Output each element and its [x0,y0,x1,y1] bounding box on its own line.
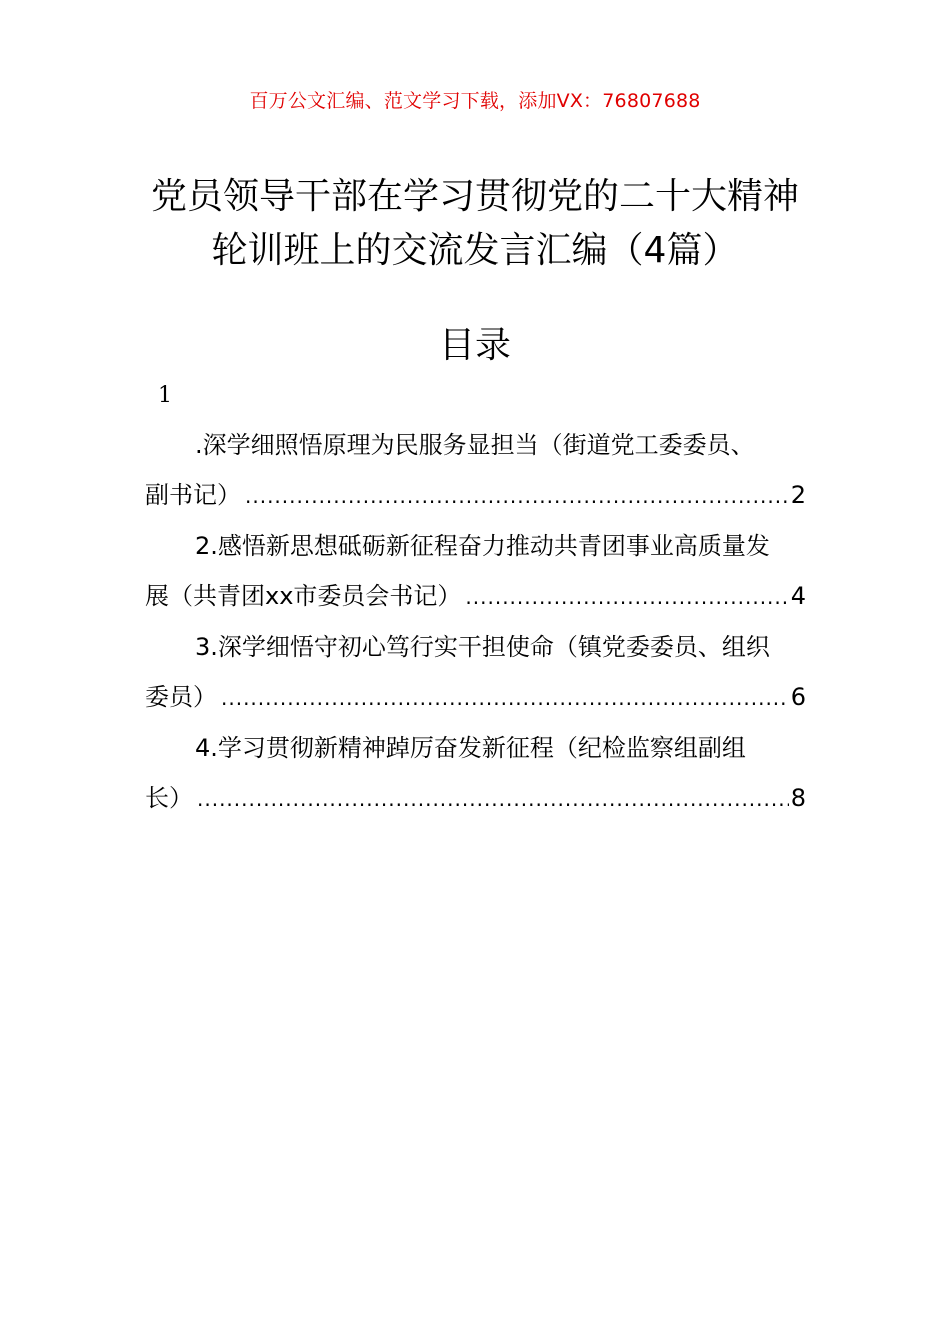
toc-entry-title: .深学细照悟原理为民服务显担当（街道党工委委员、 [195,431,755,459]
table-of-contents [145,420,806,824]
toc-entry-title-end: 副书记） [145,481,241,509]
stray-number: 1 [158,383,172,408]
toc-entry-1[interactable] [145,420,806,521]
toc-entry-title-end: 展（共青团xx市委员会书记） [145,582,462,610]
document-title-line-1: 党员领导干部在学习贯彻党的二十大精神 [150,176,799,217]
toc-entry-continuation [145,470,806,521]
toc-entry-title: 2.感悟新思想砥砺新征程奋力推动共青团事业高质量发 [195,532,770,560]
toc-entry-title-end: 委员） [145,683,217,711]
toc-page-number: 4 [790,582,806,610]
toc-page-number: 2 [790,481,806,509]
document-title-line-2: 轮训班上的交流发言汇编（4篇） [211,230,739,271]
toc-entry-title-end: 长） [145,784,193,812]
toc-entry-2[interactable] [145,521,806,622]
toc-entry-continuation [145,571,806,622]
dot-leader [245,471,789,521]
toc-entry-continuation [145,773,806,824]
toc-entry-4[interactable] [145,723,806,824]
toc-entry-3[interactable] [145,622,806,723]
toc-page-number: 6 [790,683,806,711]
dot-leader [465,572,788,622]
toc-page-number: 8 [790,784,806,812]
header-note: 百万公文汇编、范文学习下载，添加VX：76807688 [249,90,701,112]
toc-entry-continuation [145,672,806,723]
toc-entry-title: 3.深学细悟守初心笃行实干担使命（镇党委委员、组织 [195,633,770,661]
dot-leader [221,673,789,723]
toc-heading: 目录 [438,325,511,366]
toc-entry-title: 4.学习贯彻新精神踔厉奋发新征程（纪检监察组副组 [195,734,746,762]
dot-leader [197,774,789,824]
document-title [100,170,850,278]
